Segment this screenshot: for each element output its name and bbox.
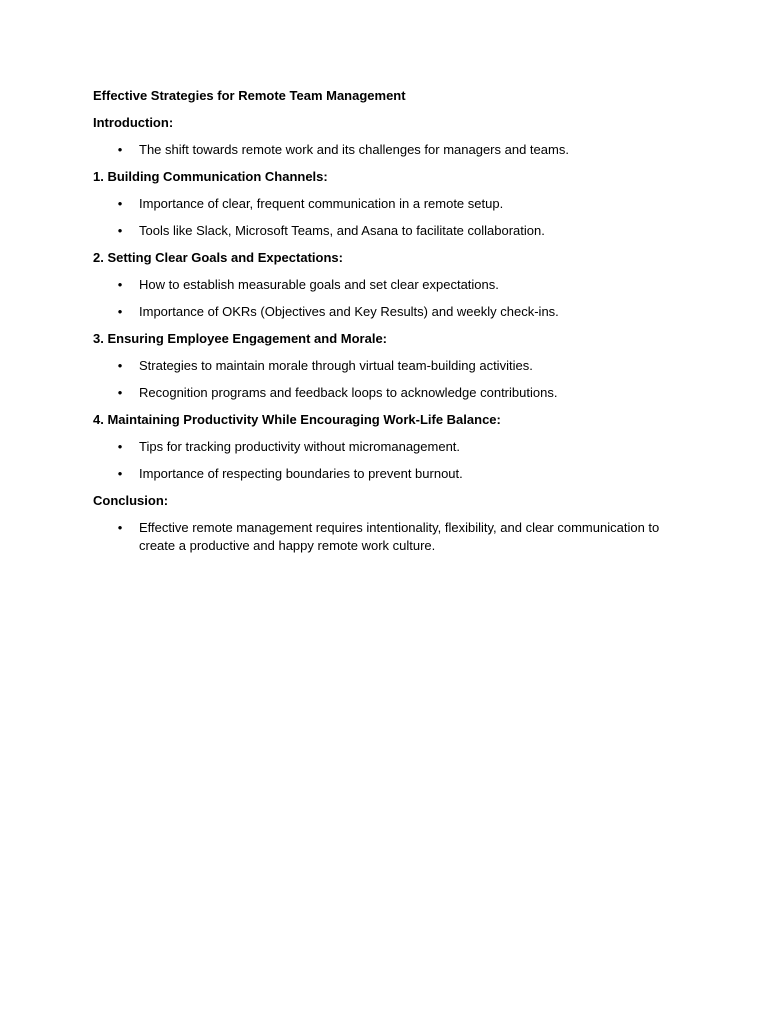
bullet-icon: •	[117, 196, 123, 211]
bullet-list-goals	[93, 276, 683, 321]
bullet-icon: •	[117, 304, 123, 319]
bullet-list-productivity	[93, 438, 683, 483]
bullet-icon: •	[117, 277, 123, 292]
bullet-icon: •	[117, 223, 123, 238]
bullet-list-introduction	[93, 141, 683, 159]
list-item: • The shift towards remote work and its challenges for managers and teams.	[93, 141, 683, 159]
section-heading-communication: 1. Building Communication Channels:	[93, 169, 328, 184]
list-item: • Effective remote management requires intentionality, flexibility, and clear communication to create a productive and happy remote work culture.	[93, 519, 683, 555]
list-item: • How to establish measurable goals and set clear expectations.	[93, 276, 683, 294]
list-item: • Importance of OKRs (Objectives and Key Results) and weekly check-ins.	[93, 303, 683, 321]
list-item: • Recognition programs and feedback loops to acknowledge contributions.	[93, 384, 683, 402]
bullet-icon: •	[117, 385, 123, 400]
bullet-list-communication	[93, 195, 683, 240]
document-title: Effective Strategies for Remote Team Management	[93, 88, 406, 103]
list-item: • Importance of respecting boundaries to prevent burnout.	[93, 465, 683, 483]
section-heading-introduction: Introduction:	[93, 115, 174, 130]
section-heading-engagement: 3. Ensuring Employee Engagement and Morale:	[93, 331, 388, 346]
bullet-icon: •	[117, 520, 123, 535]
bullet-icon: •	[117, 358, 123, 373]
bullet-list-engagement	[93, 357, 683, 402]
bullet-icon: •	[117, 466, 123, 481]
bullet-icon: •	[117, 439, 123, 454]
bullet-list-conclusion	[93, 519, 683, 555]
section-heading-productivity: 4. Maintaining Productivity While Encouraging Work-Life Balance:	[93, 412, 501, 427]
document-page	[93, 87, 683, 564]
list-item: • Strategies to maintain morale through virtual team-building activities.	[93, 357, 683, 375]
section-heading-goals: 2. Setting Clear Goals and Expectations:	[93, 250, 343, 265]
list-item: • Tips for tracking productivity without micromanagement.	[93, 438, 683, 456]
bullet-icon: •	[117, 142, 123, 157]
list-item: • Tools like Slack, Microsoft Teams, and Asana to facilitate collaboration.	[93, 222, 683, 240]
list-item: • Importance of clear, frequent communication in a remote setup.	[93, 195, 683, 213]
section-heading-conclusion: Conclusion:	[93, 493, 169, 508]
